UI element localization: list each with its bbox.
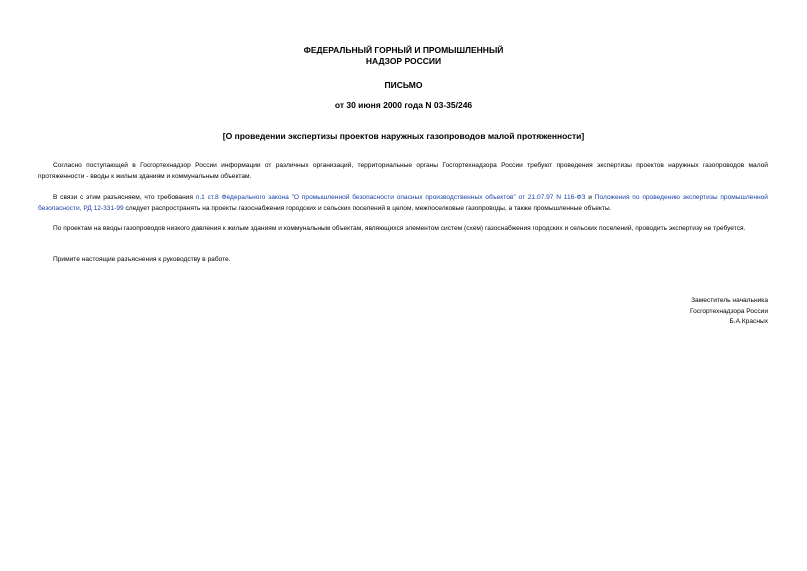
document-type: ПИСЬМО [384, 80, 423, 90]
paragraph-3: По проектам на вводы газопроводов низкого давления к жилым зданиям и коммунальным объектам, являющихся элементом систем (схем) газоснабжения городских и сельских поселений, проводить экспертизу не требуется. [53, 225, 746, 232]
regulation-rd-link[interactable]: Положения по проведению экспертизы промышленной безопасности, РД 12-331-99 [38, 194, 768, 212]
document-subject: [О проведении экспертизы проектов наружных газопроводов малой протяженности] [222, 131, 585, 141]
paragraph-2 [38, 193, 768, 214]
signatory-name: Б.А.Красных [729, 318, 768, 325]
paragraph-1: Согласно поступающей в Госгортехнадзор России информации от различных организаций, территориальные органы Госгортехнадзора России требуют проведения экспертизы проектов наружных газопроводов малой протяженности - вводы к жилым зданиям и коммунальным объектам. [38, 162, 768, 180]
paragraph-2-end: следует распространять на проекты газоснабжения городских и сельских поселений в целом, межпоселковые газопроводы, а также промышленные объекты. [123, 204, 612, 212]
issuer-line-2: НАДЗОР РОССИИ [365, 56, 442, 66]
issuer-header [0, 45, 807, 67]
signature-block [690, 296, 768, 328]
federal-law-link[interactable]: п.1 ст.8 Федерального закона "О промышленной безопасности опасных производственных объектов" от 21.07.97 N 116-ФЗ [195, 194, 586, 201]
signatory-organization: Госгортехнадзора России [690, 307, 768, 315]
paragraph-2-conjunction: и [585, 194, 595, 201]
paragraph-2-start: В связи с этим разъясняем, что требования [53, 194, 196, 201]
document-date-number: от 30 июня 2000 года N 03-35/246 [334, 100, 473, 110]
signatory-position: Заместитель начальника [691, 297, 768, 304]
issuer-line-1: ФЕДЕРАЛЬНЫЙ ГОРНЫЙ И ПРОМЫШЛЕННЫЙ [303, 45, 504, 55]
paragraph-4: Примите настоящие разъяснения к руководству в работе. [53, 256, 231, 263]
